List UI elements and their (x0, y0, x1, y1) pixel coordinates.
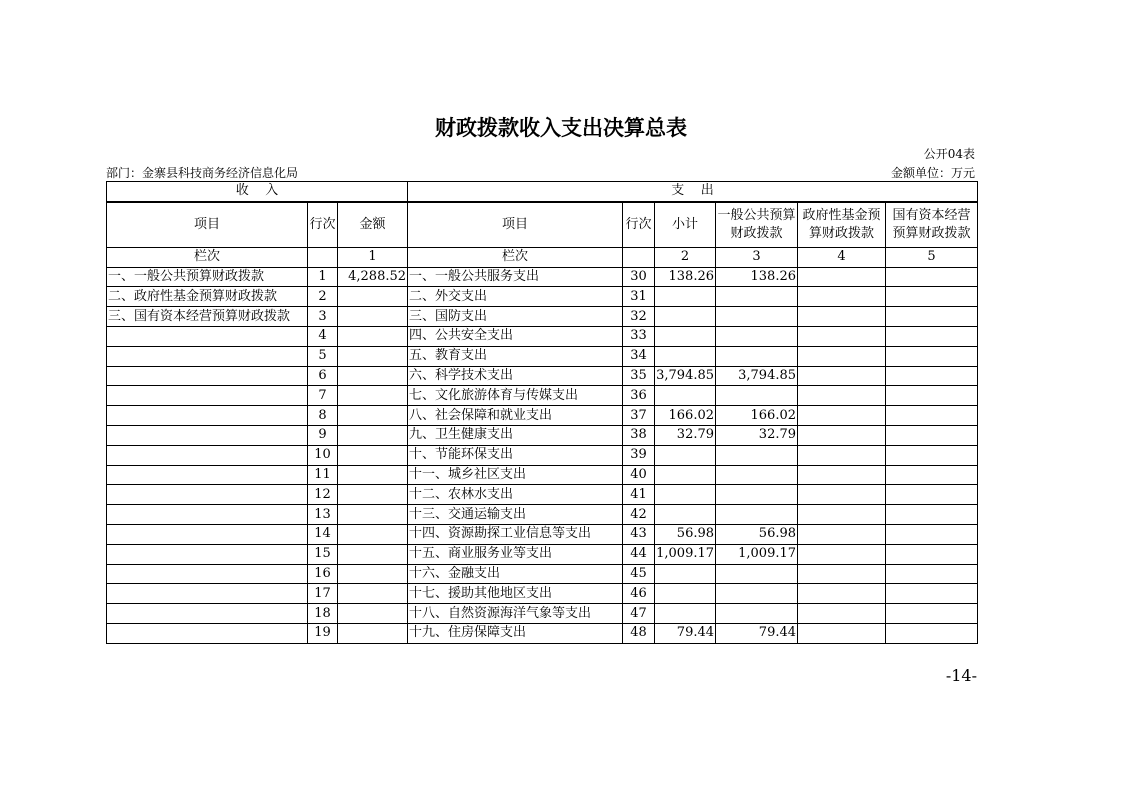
fund-budget-cell (798, 346, 886, 366)
general-budget-cell (716, 307, 798, 327)
expense-row-no-cell: 34 (623, 346, 655, 366)
fund-budget-cell (798, 505, 886, 525)
table-row (107, 267, 978, 287)
state-capital-cell (886, 267, 978, 287)
expense-item-cell: 十六、金融支出 (408, 564, 623, 584)
income-row-no-cell: 1 (308, 267, 338, 287)
expense-row-no-cell: 44 (623, 544, 655, 564)
subtotal-cell (655, 505, 716, 525)
budget-table (106, 181, 978, 644)
col-header-item: 项目 (107, 202, 308, 248)
lan-ci-label: 栏次 (107, 247, 308, 267)
subtotal-cell (655, 485, 716, 505)
fund-budget-cell (798, 267, 886, 287)
income-row-no-cell: 9 (308, 425, 338, 445)
expense-row-no-cell: 36 (623, 386, 655, 406)
general-budget-cell: 79.44 (716, 623, 798, 643)
col-header-fund: 政府性基金预算财政拨款 (798, 202, 886, 248)
state-capital-cell (886, 445, 978, 465)
col-header-row: 行次 (308, 202, 338, 248)
state-capital-cell (886, 564, 978, 584)
lan-ci-label-expense: 栏次 (408, 247, 623, 267)
subtotal-cell (655, 564, 716, 584)
income-amount-cell (338, 604, 408, 624)
subtotal-cell: 56.98 (655, 524, 716, 544)
income-amount-cell (338, 544, 408, 564)
table-row (107, 544, 978, 564)
col-header-amount: 金额 (338, 202, 408, 248)
subtotal-cell (655, 445, 716, 465)
expense-item-cell: 十八、自然资源海洋气象等支出 (408, 604, 623, 624)
lan-ci-3: 3 (716, 247, 798, 267)
table-row (107, 406, 978, 426)
general-budget-cell: 32.79 (716, 425, 798, 445)
table-row (107, 326, 978, 346)
general-budget-cell (716, 326, 798, 346)
fund-budget-cell (798, 326, 886, 346)
col-header-general: 一般公共预算财政拨款 (716, 202, 798, 248)
subtotal-cell (655, 287, 716, 307)
general-budget-cell: 166.02 (716, 406, 798, 426)
expense-item-cell: 一、一般公共服务支出 (408, 267, 623, 287)
table-row (107, 445, 978, 465)
state-capital-cell (886, 524, 978, 544)
state-capital-cell (886, 366, 978, 386)
fund-budget-cell (798, 406, 886, 426)
income-item-cell (107, 623, 308, 643)
expense-row-no-cell: 30 (623, 267, 655, 287)
subtotal-cell (655, 386, 716, 406)
state-capital-cell (886, 544, 978, 564)
col-header-expense-row: 行次 (623, 202, 655, 248)
unit-label: 金额单位：万元 (890, 166, 975, 180)
fund-budget-cell (798, 366, 886, 386)
income-item-cell (107, 584, 308, 604)
expense-item-cell: 十三、交通运输支出 (408, 505, 623, 525)
table-row (107, 346, 978, 366)
expense-item-cell: 四、公共安全支出 (408, 326, 623, 346)
expense-item-cell: 九、卫生健康支出 (408, 425, 623, 445)
income-header: 收 入 (107, 182, 408, 202)
expense-item-cell: 五、教育支出 (408, 346, 623, 366)
expense-row-no-cell: 38 (623, 425, 655, 445)
fund-budget-cell (798, 307, 886, 327)
fund-budget-cell (798, 425, 886, 445)
income-row-no-cell: 16 (308, 564, 338, 584)
page-title: 财政拨款收入支出决算总表 (435, 116, 687, 140)
income-row-no-cell: 18 (308, 604, 338, 624)
expense-header: 支 出 (408, 182, 978, 202)
income-amount-cell (338, 505, 408, 525)
income-amount-cell: 4,288.52 (338, 267, 408, 287)
expense-row-no-cell: 31 (623, 287, 655, 307)
income-amount-cell (338, 623, 408, 643)
general-budget-cell (716, 287, 798, 307)
income-amount-cell (338, 326, 408, 346)
income-row-no-cell: 17 (308, 584, 338, 604)
income-row-no-cell: 4 (308, 326, 338, 346)
fund-budget-cell (798, 623, 886, 643)
page-number: -14- (945, 666, 977, 685)
fund-budget-cell (798, 584, 886, 604)
income-item-cell (107, 346, 308, 366)
income-item-cell (107, 445, 308, 465)
income-item-cell (107, 386, 308, 406)
expense-item-cell: 八、社会保障和就业支出 (408, 406, 623, 426)
expense-item-cell: 十一、城乡社区支出 (408, 465, 623, 485)
expense-row-no-cell: 40 (623, 465, 655, 485)
income-amount-cell (338, 406, 408, 426)
income-item-cell: 三、国有资本经营预算财政拨款 (107, 307, 308, 327)
expense-item-cell: 十、节能环保支出 (408, 445, 623, 465)
table-row (107, 524, 978, 544)
lan-ci-blank (308, 247, 338, 267)
table-row (107, 386, 978, 406)
state-capital-cell (886, 485, 978, 505)
subtotal-cell (655, 326, 716, 346)
expense-item-cell: 三、国防支出 (408, 307, 623, 327)
subtotal-cell: 166.02 (655, 406, 716, 426)
lan-ci-2: 2 (655, 247, 716, 267)
state-capital-cell (886, 584, 978, 604)
income-amount-cell (338, 425, 408, 445)
fund-budget-cell (798, 485, 886, 505)
department-label: 部门：金寨县科技商务经济信息化局 (106, 166, 299, 180)
subtotal-cell (655, 584, 716, 604)
expense-item-cell: 十五、商业服务业等支出 (408, 544, 623, 564)
expense-item-cell: 六、科学技术支出 (408, 366, 623, 386)
general-budget-cell (716, 386, 798, 406)
table-row (107, 307, 978, 327)
table-row (107, 604, 978, 624)
income-amount-cell (338, 465, 408, 485)
lan-ci-1: 1 (338, 247, 408, 267)
income-row-no-cell: 15 (308, 544, 338, 564)
fund-budget-cell (798, 564, 886, 584)
income-item-cell (107, 604, 308, 624)
table-row (107, 505, 978, 525)
general-budget-cell: 56.98 (716, 524, 798, 544)
income-item-cell (107, 326, 308, 346)
income-item-cell (107, 465, 308, 485)
subtotal-cell: 79.44 (655, 623, 716, 643)
expense-row-no-cell: 37 (623, 406, 655, 426)
income-amount-cell (338, 564, 408, 584)
fund-budget-cell (798, 465, 886, 485)
income-amount-cell (338, 346, 408, 366)
lan-ci-5: 5 (886, 247, 978, 267)
general-budget-cell (716, 604, 798, 624)
income-item-cell (107, 564, 308, 584)
income-row-no-cell: 6 (308, 366, 338, 386)
income-amount-cell (338, 386, 408, 406)
income-amount-cell (338, 366, 408, 386)
table-row (107, 366, 978, 386)
expense-item-cell: 七、文化旅游体育与传媒支出 (408, 386, 623, 406)
expense-row-no-cell: 35 (623, 366, 655, 386)
state-capital-cell (886, 604, 978, 624)
general-budget-cell (716, 485, 798, 505)
subtotal-cell: 32.79 (655, 425, 716, 445)
state-capital-cell (886, 425, 978, 445)
table-row (107, 564, 978, 584)
income-item-cell (107, 544, 308, 564)
state-capital-cell (886, 465, 978, 485)
income-row-no-cell: 3 (308, 307, 338, 327)
subtotal-cell: 3,794.85 (655, 366, 716, 386)
income-item-cell: 二、政府性基金预算财政拨款 (107, 287, 308, 307)
income-row-no-cell: 13 (308, 505, 338, 525)
general-budget-cell (716, 584, 798, 604)
general-budget-cell (716, 445, 798, 465)
expense-row-no-cell: 48 (623, 623, 655, 643)
income-item-cell (107, 524, 308, 544)
income-amount-cell (338, 445, 408, 465)
col-header-subtotal: 小计 (655, 202, 716, 248)
subtotal-cell: 1,009.17 (655, 544, 716, 564)
expense-item-cell: 十七、援助其他地区支出 (408, 584, 623, 604)
subtotal-cell (655, 346, 716, 366)
fund-budget-cell (798, 445, 886, 465)
income-row-no-cell: 2 (308, 287, 338, 307)
expense-item-cell: 十二、农林水支出 (408, 485, 623, 505)
income-item-cell: 一、一般公共预算财政拨款 (107, 267, 308, 287)
general-budget-cell: 3,794.85 (716, 366, 798, 386)
income-row-no-cell: 10 (308, 445, 338, 465)
col-header-expense-item: 项目 (408, 202, 623, 248)
state-capital-cell (886, 307, 978, 327)
lan-ci-4: 4 (798, 247, 886, 267)
income-row-no-cell: 11 (308, 465, 338, 485)
table-row (107, 425, 978, 445)
income-item-cell (107, 505, 308, 525)
expense-row-no-cell: 46 (623, 584, 655, 604)
income-row-no-cell: 14 (308, 524, 338, 544)
income-amount-cell (338, 307, 408, 327)
expense-row-no-cell: 32 (623, 307, 655, 327)
subtotal-cell: 138.26 (655, 267, 716, 287)
income-row-no-cell: 8 (308, 406, 338, 426)
income-row-no-cell: 12 (308, 485, 338, 505)
income-amount-cell (338, 584, 408, 604)
income-row-no-cell: 7 (308, 386, 338, 406)
income-item-cell (107, 366, 308, 386)
expense-row-no-cell: 45 (623, 564, 655, 584)
income-amount-cell (338, 287, 408, 307)
general-budget-cell: 138.26 (716, 267, 798, 287)
expense-item-cell: 十九、住房保障支出 (408, 623, 623, 643)
general-budget-cell (716, 465, 798, 485)
general-budget-cell (716, 346, 798, 366)
state-capital-cell (886, 326, 978, 346)
state-capital-cell (886, 287, 978, 307)
table-row (107, 485, 978, 505)
state-capital-cell (886, 406, 978, 426)
form-number: 公开04表 (923, 147, 975, 161)
income-row-no-cell: 5 (308, 346, 338, 366)
state-capital-cell (886, 346, 978, 366)
expense-row-no-cell: 41 (623, 485, 655, 505)
income-item-cell (107, 406, 308, 426)
expense-row-no-cell: 43 (623, 524, 655, 544)
income-amount-cell (338, 524, 408, 544)
table-row (107, 623, 978, 643)
general-budget-cell (716, 564, 798, 584)
state-capital-cell (886, 623, 978, 643)
subtotal-cell (655, 465, 716, 485)
subtotal-cell (655, 307, 716, 327)
expense-row-no-cell: 39 (623, 445, 655, 465)
col-header-state: 国有资本经营预算财政拨款 (886, 202, 978, 248)
income-amount-cell (338, 485, 408, 505)
general-budget-cell (716, 505, 798, 525)
fund-budget-cell (798, 287, 886, 307)
subtotal-cell (655, 604, 716, 624)
fund-budget-cell (798, 544, 886, 564)
state-capital-cell (886, 505, 978, 525)
expense-row-no-cell: 47 (623, 604, 655, 624)
expense-item-cell: 十四、资源勘探工业信息等支出 (408, 524, 623, 544)
expense-row-no-cell: 33 (623, 326, 655, 346)
lan-ci-blank-expense (623, 247, 655, 267)
table-row (107, 287, 978, 307)
table-row (107, 584, 978, 604)
fund-budget-cell (798, 604, 886, 624)
state-capital-cell (886, 386, 978, 406)
fund-budget-cell (798, 524, 886, 544)
income-row-no-cell: 19 (308, 623, 338, 643)
expense-row-no-cell: 42 (623, 505, 655, 525)
income-item-cell (107, 425, 308, 445)
general-budget-cell: 1,009.17 (716, 544, 798, 564)
expense-item-cell: 二、外交支出 (408, 287, 623, 307)
fund-budget-cell (798, 386, 886, 406)
table-row (107, 465, 978, 485)
income-item-cell (107, 485, 308, 505)
